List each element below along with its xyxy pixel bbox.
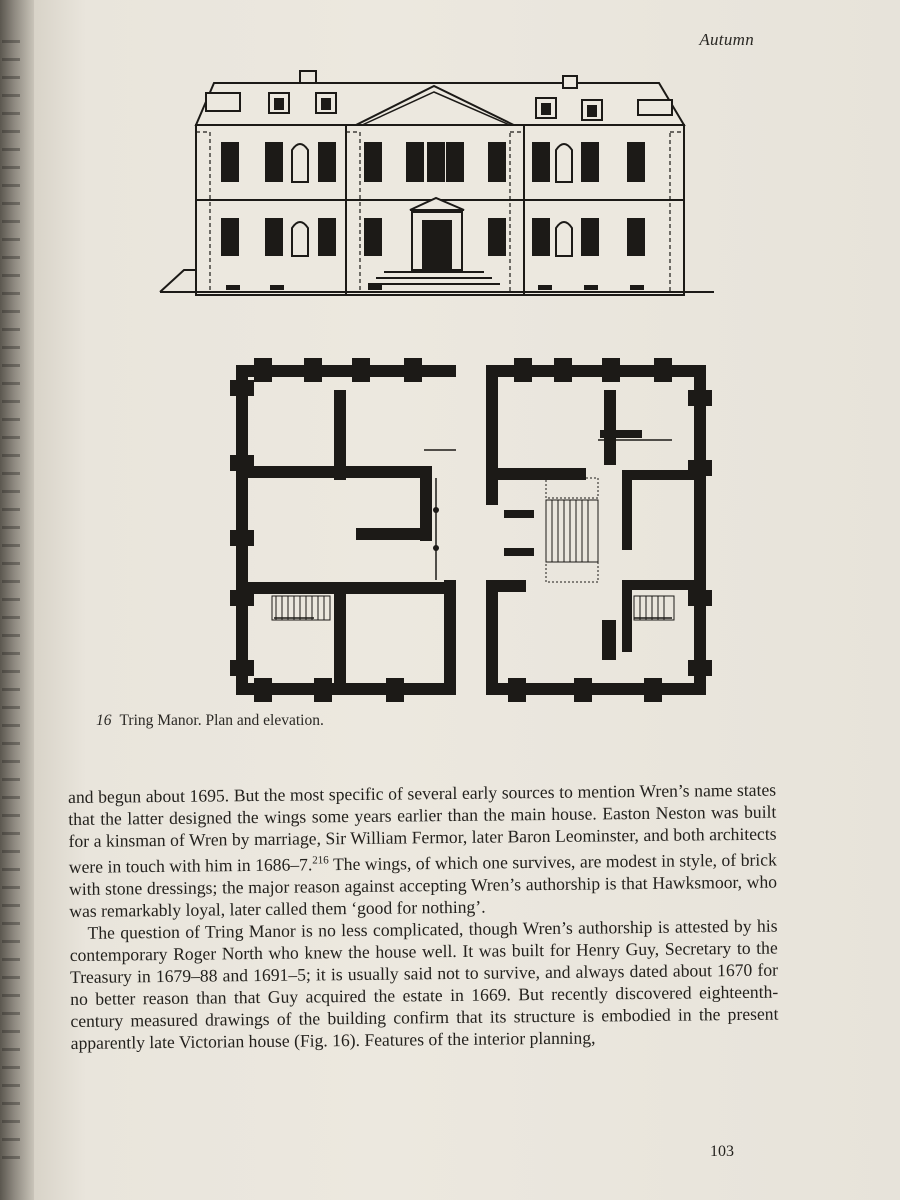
book-page bbox=[34, 0, 900, 1200]
paragraph-1-continuation: The wings, of which one survives, are modest in style, of brick with stone dressings; the major reason against accepting Wren’s authorship is that Hawksmoor, who was remarkably loyal, later called them ‘good for nothing’. bbox=[68, 849, 778, 921]
facing-page-text-fragments bbox=[2, 40, 20, 1160]
footnote-ref-216: 216 bbox=[312, 854, 329, 867]
paragraph-1-text: and begun about 1695. But the most specific of several early sources to mention Wren’s name states that the latter designed the wings some years earlier than the main house. Easton Neston was built for a kinsman of Wren by marriage, Sir William Fermor, later Baron Leominster, and both architects were in touch with him in 1686–7. bbox=[68, 779, 777, 877]
paragraph-1 bbox=[68, 779, 777, 922]
paragraph-2: The question of Tring Manor is no less complicated, though Wren’s authorship is attested by his contemporary Roger North who knew the house well. It was built for Henry Guy, Secretary to the Treasury in 1679–88 and 1691–5; it is usually said not to survive, and always dated about 1670 for no better reason than that Guy acquired the estate in 1669. But recently discovered eighteenth-century measured drawings of the building confirm that its structure is embodied in the present apparently late Victorian house (Fig. 16). Features of the interior planning, bbox=[69, 915, 779, 1053]
facing-page-edge bbox=[0, 0, 34, 1200]
figure-caption-text: Tring Manor. Plan and elevation. bbox=[119, 712, 324, 729]
plan-drawing bbox=[230, 358, 712, 702]
plan-staircases bbox=[272, 478, 674, 620]
body-text bbox=[68, 779, 779, 1054]
running-head: Autumn bbox=[699, 30, 754, 49]
figure-caption bbox=[96, 712, 324, 730]
figure-tring-manor bbox=[124, 60, 724, 710]
page-number: 103 bbox=[710, 1143, 734, 1160]
figure-number: 16 bbox=[96, 712, 112, 729]
